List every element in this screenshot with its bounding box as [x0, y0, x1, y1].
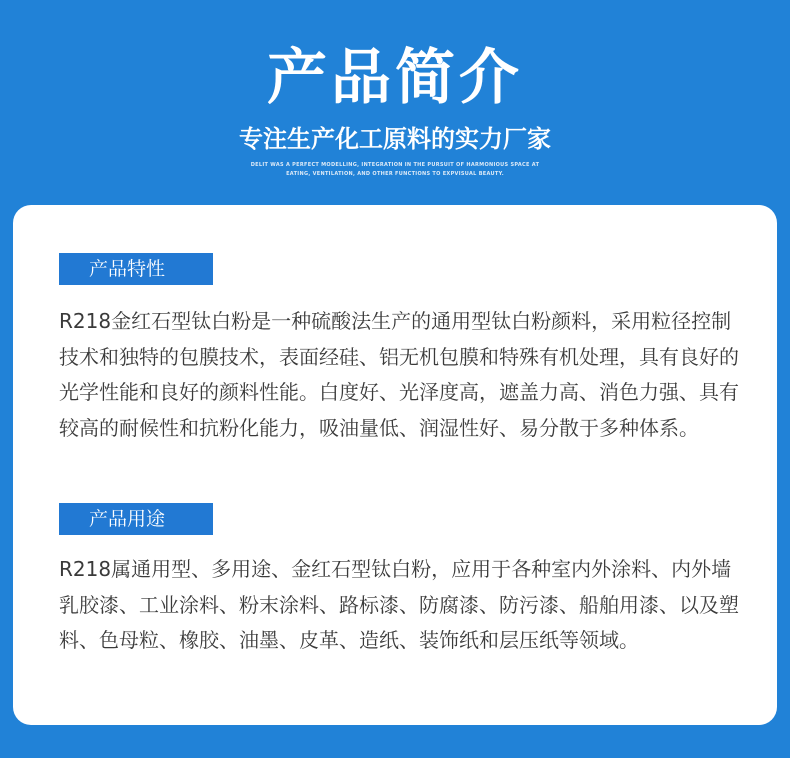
- tagline-line-2: EATING, VENTILATION, AND OTHER FUNCTIONS TO EXPVISUAL BEAUTY.: [286, 171, 504, 177]
- section-label-features: 产品特性: [59, 253, 213, 285]
- section-text-uses: R218属通用型、多用途、金红石型钛白粉，应用于各种室内外涂料、内外墙乳胶漆、工业涂料、粉末涂料、路标漆、防腐漆、防污漆、船舶用漆、以及塑料、色母粒、橡胶、油墨、皮革、造纸、装饰纸和层压纸等领域。: [59, 557, 739, 652]
- tagline: [0, 161, 790, 179]
- header: [0, 0, 790, 200]
- section-label-uses: 产品用途: [59, 503, 213, 535]
- content-card: [13, 205, 777, 725]
- page-subtitle: 专注生产化工原料的实力厂家: [239, 125, 551, 153]
- tagline-line-1: DELIT WAS A PERFECT MODELLING, INTEGRATION IN THE PURSUIT OF HARMONIOUS SPACE AT: [250, 162, 540, 168]
- section-text-features: R218金红石型钛白粉是一种硫酸法生产的通用型钛白粉颜料，采用粒径控制技术和独特的包膜技术，表面经硅、铝无机包膜和特殊有机处理，具有良好的光学性能和良好的颜料性能。白度好、光泽度高，遮盖力高、消色力强、具有较高的耐候性和抗粉化能力，吸油量低、润湿性好、易分散于多种体系。: [59, 309, 739, 440]
- page-title: 产品简介: [267, 43, 523, 113]
